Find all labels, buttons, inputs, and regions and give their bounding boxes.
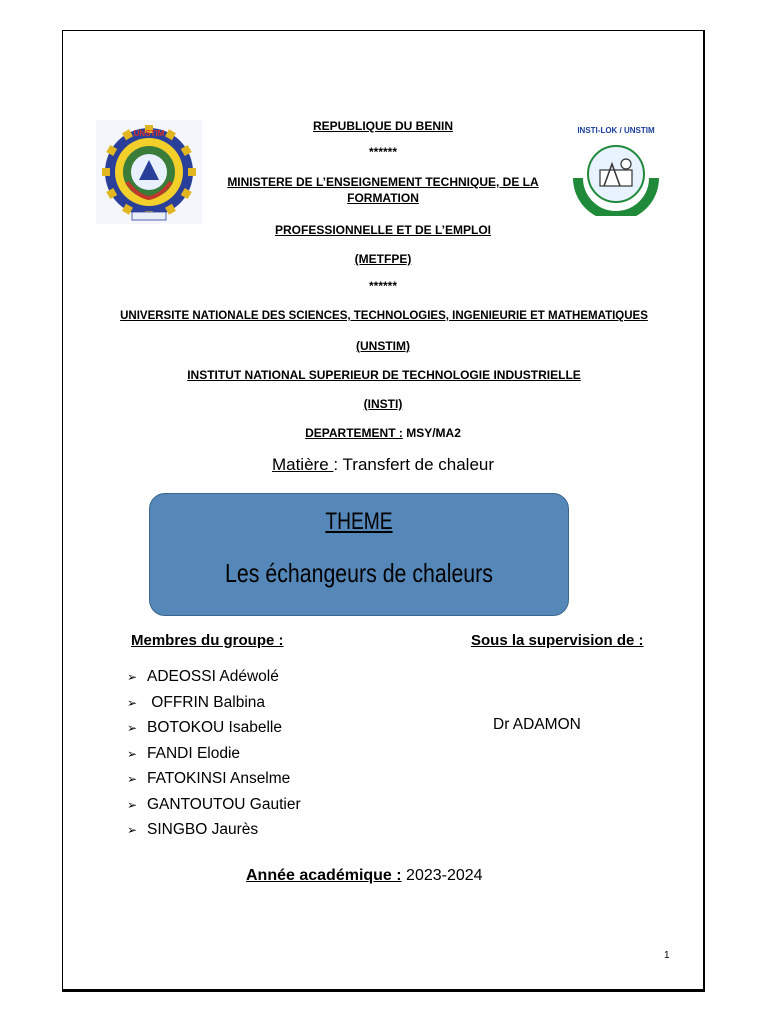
member-name: OFFRIN Balbina [147,693,266,711]
department [200,425,566,441]
members-heading: Membres du groupe : [131,632,284,649]
institute-abbr: (INSTI) [363,397,403,411]
department-value: MSY/MA2 [402,426,461,440]
member-name: BOTOKOU Isabelle [147,719,282,736]
member-name: FATOKINSI Anselme [147,770,291,787]
ministry-name-line1: MINISTERE DE L’ENSEIGNEMENT TECHNIQUE, DE LA FORMATION [227,175,539,205]
list-item [127,817,301,843]
member-name: GANTOUTOU Gautier [147,795,301,813]
page-number: 1 [664,950,670,961]
academic-year-value: 2023-2024 [401,867,483,884]
list-item [127,715,301,741]
theme-box [149,493,569,616]
university-abbr: (UNSTIM) [356,339,410,353]
supervisor-name: Dr ADAMON [493,716,581,733]
academic-year [246,867,483,885]
subject-label: Matière [271,455,334,474]
arrow-bullet-icon: ➢ [127,797,138,812]
insti-logo [572,128,660,216]
insti-logo-text: INSTI-LOK / UNSTIM [577,126,655,135]
subject-value: : Transfert de chaleur [333,455,495,474]
arrow-bullet-icon: ➢ [127,772,138,786]
university-name: UNIVERSITE NATIONALE DES SCIENCES, TECHNOLOGIES, INGENIEURIE ET MATHEMATIQUES [120,310,648,322]
list-item [127,664,301,690]
ministry-name-line2: PROFESSIONNELLE ET DE L’EMPLOI [274,223,492,237]
institute-name: INSTITUT NATIONAL SUPERIEUR DE TECHNOLOGIE INDUSTRIELLE [187,368,581,382]
arrow-bullet-icon: ➢ [127,823,138,837]
member-name: FANDI Elodie [147,744,241,762]
members-list [127,664,301,843]
academic-year-label: Année académique : [246,867,402,884]
separator-stars-2: ****** [368,279,398,293]
subject [200,455,566,475]
republic-name: REPUBLIQUE DU BENIN [312,119,453,133]
separator-stars-1: ****** [368,145,398,159]
department-label: DEPARTEMENT : [305,426,403,440]
list-item [127,792,301,818]
theme-subtitle: Les échangeurs de chaleurs [225,558,493,588]
member-name: ADEOSSI Adéwolé [147,668,279,685]
list-item [127,690,301,716]
list-item [127,741,301,767]
member-name: SINGBO Jaurès [147,821,259,838]
unstim-logo-text: UNSTIM [133,129,165,138]
ministry-abbr: (METFPE) [354,252,412,266]
arrow-bullet-icon: ➢ [127,670,138,684]
theme-title: THEME [325,508,393,535]
arrow-bullet-icon: ➢ [127,721,138,735]
supervision-heading: Sous la supervision de : [471,632,644,649]
arrow-bullet-icon: ➢ [127,695,138,710]
arrow-bullet-icon: ➢ [127,746,138,761]
list-item [127,766,301,792]
